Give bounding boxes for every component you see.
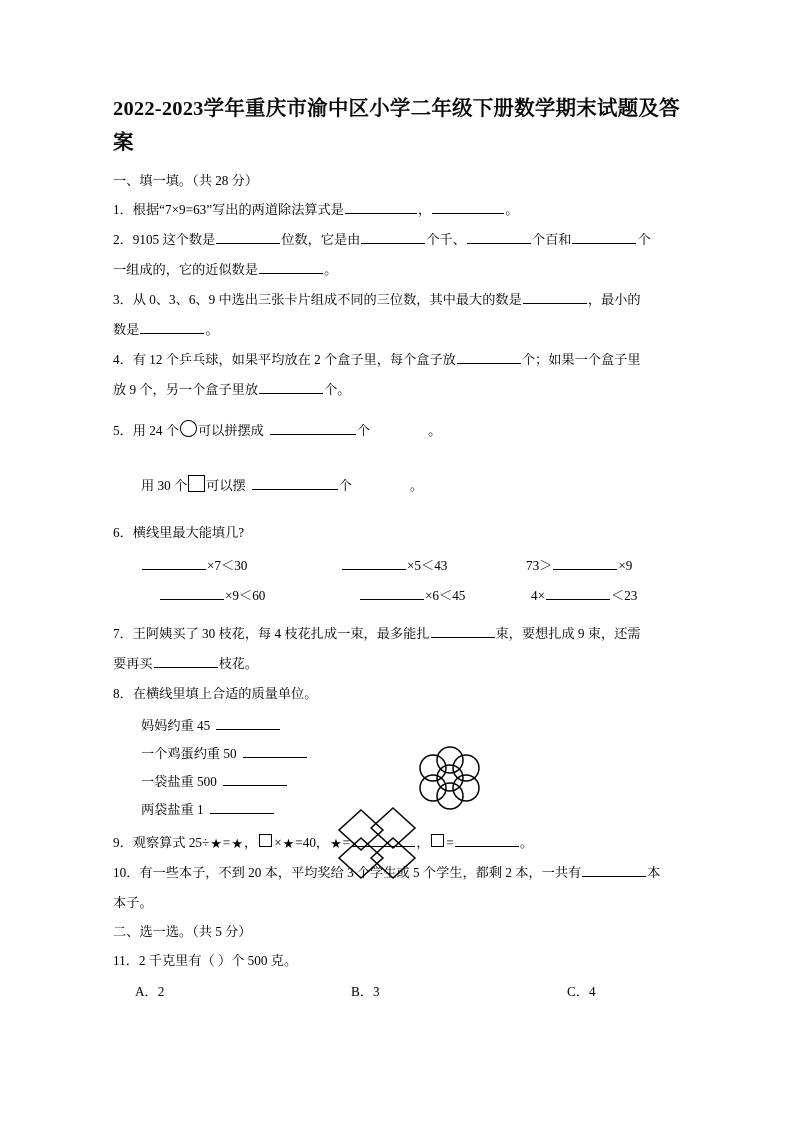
question-6-eq-3: 73＞ ×9 (526, 558, 633, 573)
question-2-text-c: 个千、 (426, 232, 466, 247)
question-1-text-b: ， (418, 202, 432, 217)
question-4-text-c: 放 9 个，另一个盒子里放 (113, 382, 259, 397)
question-9-text-c: ， (244, 835, 258, 850)
question-5-text-e: 用 30 个 (141, 478, 188, 493)
question-10-line-2 (113, 888, 688, 917)
star-glyph-icon-3: ★ (282, 836, 295, 851)
question-7-text-a: 7．王阿姨买了 30 枝花，每 4 枝花扎成一束，最多能扎 (113, 626, 430, 641)
question-6-eq-5: ×6＜45 (359, 581, 531, 611)
question-9-text-d: × (274, 835, 282, 850)
question-3-text-b: ，最小的 (587, 292, 641, 307)
question-4-line-2 (113, 375, 688, 404)
question-6-eq-1: ×7＜30 (141, 551, 341, 581)
question-1 (113, 195, 688, 224)
question-7-text-c: 要再买 (113, 656, 153, 671)
question-2-blank-4[interactable] (572, 232, 636, 244)
question-10-text-a: 10．有一些本子，不到 20 本，平均奖给 3 个学生或 5 个学生，都剩 2 本，一共有 (113, 865, 582, 880)
question-4-text-a: 4．有 12 个乒乓球，如果平均放在 2 个盒子里，每个盒子放 (113, 352, 456, 367)
question-10-text-c: 本子。 (113, 895, 153, 910)
question-5-line-2 (113, 471, 688, 500)
question-6-row-1 (113, 551, 688, 581)
question-3-blank-2[interactable] (140, 322, 204, 334)
question-7-text-d: 枝花。 (218, 656, 259, 671)
question-1-text-a: 1．根据“7×9=63”写出的两道除法算式是 (113, 202, 344, 217)
question-6-blank-6[interactable] (546, 588, 610, 600)
question-2-line-1 (113, 225, 688, 254)
question-2-blank-2[interactable] (361, 232, 425, 244)
question-2-text-d: 个百和 (531, 232, 572, 247)
question-7-blank-1[interactable] (431, 626, 495, 638)
question-8-item-4: 两袋盐重 1 (113, 796, 688, 824)
question-10-blank-1[interactable] (582, 865, 646, 877)
question-3-text-a: 3．从 0、3、6、9 中选出三张卡片组成不同的三位数，其中最大的数是 (113, 292, 522, 307)
question-2-text-a: 2．9105 这个数是 (113, 232, 216, 247)
star-glyph-icon-2: ★ (231, 836, 244, 851)
question-2-text-b: 位数，它是由 (281, 232, 361, 247)
question-2-text-g: 。 (324, 262, 338, 277)
question-5-text-c: 个 (356, 423, 371, 438)
question-11-choice-c[interactable]: C．4 (567, 984, 596, 999)
page-title: 2022-2023学年重庆市渝中区小学二年级下册数学期末试题及答案 (113, 98, 680, 154)
question-8-blank-3[interactable] (223, 774, 287, 786)
cluster-of-four-diamonds-figure (335, 806, 421, 882)
question-4-blank-1[interactable] (457, 352, 521, 364)
question-5-text-a: 5．用 24 个 (113, 423, 179, 438)
question-5-text-g: 个 (338, 478, 352, 493)
question-5-blank-1[interactable] (270, 423, 356, 435)
question-1-blank-1[interactable] (345, 202, 417, 214)
question-5-text-h: 。 (409, 478, 424, 493)
question-2-blank-3[interactable] (467, 232, 531, 244)
question-2-line-2 (113, 255, 688, 284)
question-7-text-b: 束，要想扎成 9 束，还需 (495, 626, 641, 641)
question-3-line-2 (113, 315, 688, 344)
question-8-blank-1[interactable] (216, 718, 280, 730)
star-glyph-icon: ★ (210, 836, 222, 851)
question-8-item-2: 一个鸡蛋约重 50 (113, 740, 688, 768)
question-11: 11．2 千克里有（ ）个 500 克。 (113, 953, 298, 968)
question-7-blank-2[interactable] (154, 656, 218, 668)
question-7-line-1 (113, 619, 688, 648)
question-1-blank-2[interactable] (432, 202, 504, 214)
question-9-blank-2[interactable] (455, 835, 519, 847)
question-5-text-f: 可以摆 (206, 478, 246, 493)
question-6-prompt: 6．横线里最大能填几? (113, 525, 245, 540)
question-5 (113, 416, 688, 500)
question-3-blank-1[interactable] (523, 292, 587, 304)
question-3-line-1 (113, 285, 688, 314)
question-11-choice-a[interactable]: A．2 (135, 984, 165, 999)
question-5-text-d: 。 (428, 423, 442, 438)
question-2-blank-1[interactable] (216, 232, 280, 244)
question-11-choices (113, 977, 688, 1007)
section-heading-1: 一、填一填。（共 28 分） (113, 173, 259, 188)
question-6-blank-2[interactable] (342, 558, 406, 570)
square-shape-icon (188, 475, 205, 492)
section-heading-2: 二、选一选。（共 5 分） (113, 924, 252, 939)
question-6-eq-4: ×9＜60 (159, 581, 359, 611)
question-9-text-e: =40， (295, 835, 330, 850)
question-8-item-1: 妈妈约重 45 (113, 712, 688, 740)
question-9-text-g: ， (416, 835, 430, 850)
question-6-blank-3[interactable] (553, 558, 617, 570)
box-glyph-icon (259, 834, 272, 847)
question-4-blank-2[interactable] (259, 382, 323, 394)
question-4-text-b: 个；如果一个盒子里 (521, 352, 641, 367)
question-9-text-f: = (342, 835, 351, 850)
question-7-line-2 (113, 649, 688, 678)
question-3-text-c: 数是 (113, 322, 140, 337)
question-6-row-2 (113, 581, 688, 611)
flower-of-seven-circles-figure (413, 746, 487, 810)
question-4-text-d: 个。 (324, 382, 351, 397)
question-10-text-b: 本 (647, 865, 661, 880)
question-2-text-f: 一组成的，它的近似数是 (113, 262, 259, 277)
question-11-choice-b[interactable]: B．3 (351, 984, 380, 999)
question-6-blank-1[interactable] (142, 558, 206, 570)
question-5-text-b: 可以拼摆成 (197, 423, 264, 438)
question-6-eq-2: ×5＜43 (341, 551, 526, 581)
question-2-text-e: 个 (637, 232, 651, 247)
question-9-text-i: 。 (519, 835, 534, 850)
question-8-item-3: 一袋盐重 500 (113, 768, 688, 796)
question-9-text-a: 9．观察算式 25÷ (113, 835, 210, 850)
question-6-eq-6: 4× ＜23 (531, 588, 638, 603)
question-4-line-1 (113, 345, 688, 374)
circle-shape-icon (180, 420, 197, 437)
question-8-blank-2[interactable] (243, 746, 307, 758)
question-3-text-d: 。 (205, 322, 219, 337)
document-content (113, 92, 688, 1007)
question-8-blank-4[interactable] (210, 802, 274, 814)
star-glyph-icon-4: ★ (330, 836, 342, 851)
question-1-text-c: 。 (505, 202, 519, 217)
question-6-blank-5[interactable] (360, 588, 424, 600)
question-5-line-1 (113, 416, 688, 445)
question-8-prompt: 8．在横线里填上合适的质量单位。 (113, 686, 318, 701)
question-5-blank-2[interactable] (252, 478, 338, 490)
box-glyph-icon-2 (431, 834, 444, 847)
question-9-text-b: = (222, 835, 231, 850)
question-9-text-h: = (446, 835, 454, 850)
question-6-blank-4[interactable] (160, 588, 224, 600)
question-2-blank-5[interactable] (259, 262, 323, 274)
